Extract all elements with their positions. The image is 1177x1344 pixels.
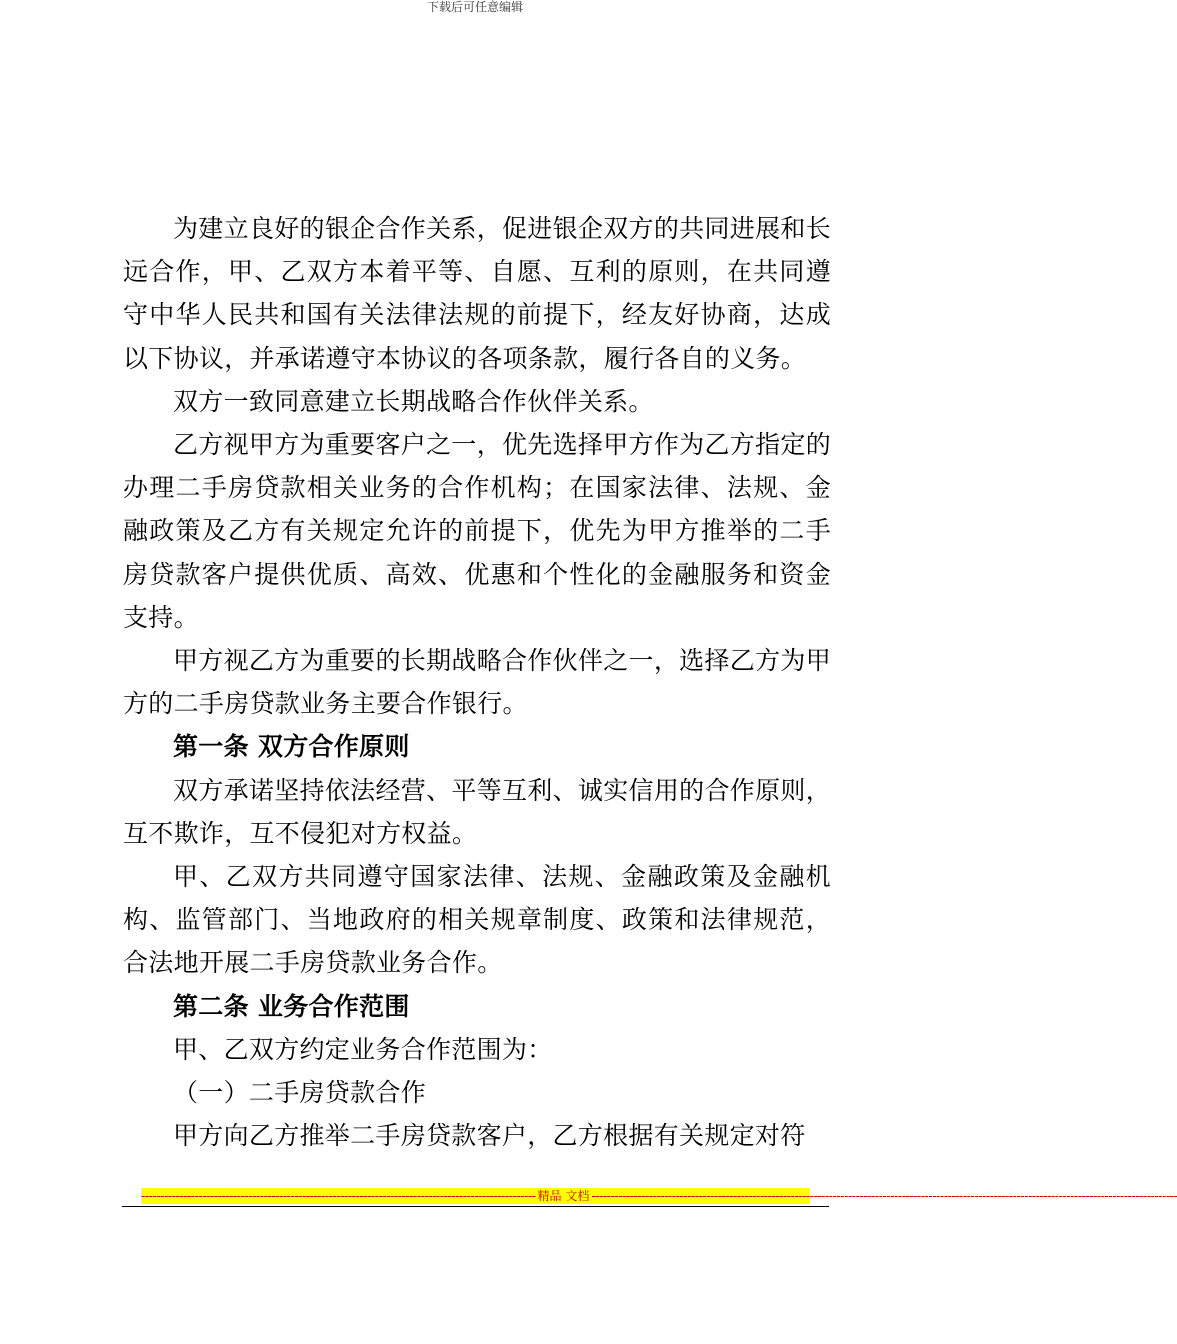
paragraph-principle-2: 甲、乙双方共同遵守国家法律、法规、金融政策及金融机构、监管部门、当地政府的相关规章制度、政策和法律规范，合法地开展二手房贷款业务合作。 <box>123 862 831 978</box>
paragraph-intro: 为建立良好的银企合作关系，促进银企双方的共同进展和长远合作，甲、乙双方本着平等、自愿、互利的原则，在共同遵守中华人民共和国有关法律法规的前提下，经友好协商，达成以下协议，并承诺遵守本协议的各项条款，履行各自的义务。 <box>123 214 831 373</box>
footer-dashes-right: --------------------------------------------------------------------------------------------------------------------------------------------------------- <box>591 1189 1177 1203</box>
paragraph-party-a-commitment: 甲方视乙方为重要的长期战略合作伙伴之一，选择乙方为甲方的二手房贷款业务主要合作银行。 <box>123 646 831 719</box>
footer-divider <box>122 1206 829 1207</box>
article-2-heading: 第二条 业务合作范围 <box>173 991 410 1021</box>
paragraph-principle-1: 双方承诺坚持依法经营、平等互利、诚实信用的合作原则，互不欺诈，互不侵犯对方权益。 <box>123 775 831 848</box>
article-1-heading: 第一条 双方合作原则 <box>173 732 410 762</box>
paragraph-scope-item-1-detail: 甲方向乙方推举二手房贷款客户，乙方根据有关规定对符 <box>173 1121 806 1151</box>
paragraph-party-b-commitment: 乙方视甲方为重要客户之一，优先选择甲方作为乙方指定的办理二手房贷款相关业务的合作机构；在国家法律、法规、金融政策及乙方有关规定允许的前提下，优先为甲方推举的二手房贷款客户提供优质、高效、优惠和个性化的金融服务和资金支持。 <box>123 430 831 632</box>
paragraph-scope-intro: 甲、乙双方约定业务合作范围为： <box>173 1034 553 1064</box>
page-header-note: 下载后可任意编辑 <box>426 0 523 14</box>
footer-watermark-bar <box>141 1188 1177 1204</box>
footer-label: 精品 文档 <box>537 1189 590 1203</box>
document-body <box>123 207 831 1157</box>
paragraph-scope-item-1: （一）二手房贷款合作 <box>173 1078 427 1108</box>
paragraph-partnership: 双方一致同意建立长期战略合作伙伴关系。 <box>173 386 654 416</box>
footer-dashes-left: ------------------------------------------------------------------------------------------------------- <box>141 1189 536 1203</box>
